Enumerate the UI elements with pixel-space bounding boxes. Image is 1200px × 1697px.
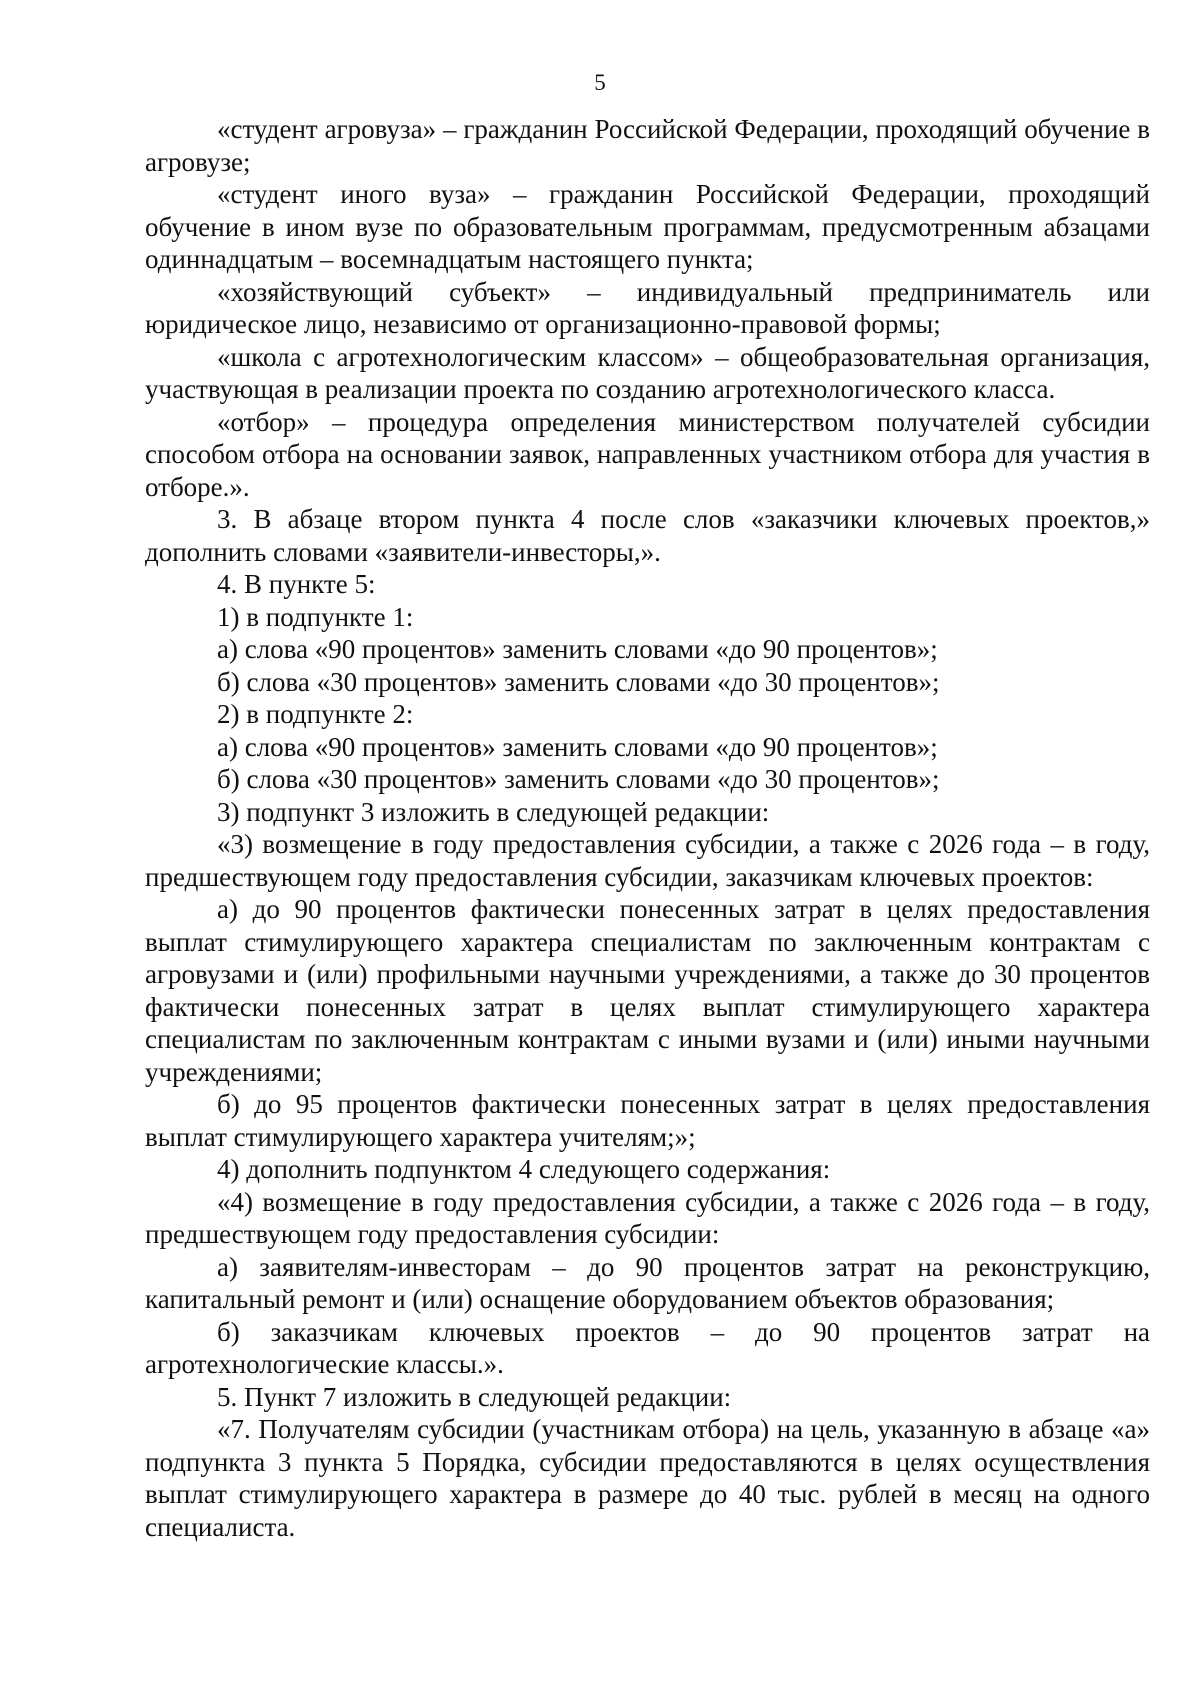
paragraph: «4) возмещение в году предоставления субсидии, а также с 2026 года – в году, предшествующем году предоставления субсидии: [145,1186,1150,1249]
paragraph: а) заявителям-инвесторам – до 90 процентов затрат на реконструкцию, капитальный ремонт и (или) оснащение оборудованием объектов образования; [145,1251,1150,1314]
paragraph: 4. В пункте 5: [217,569,376,599]
paragraph: 5. Пункт 7 изложить в следующей редакции: [217,1381,732,1412]
document-body [145,113,1150,1543]
paragraph: б) до 95 процентов фактически понесенных затрат в целях предоставления выплат стимулирующего характера учителям;»; [145,1089,1150,1152]
paragraph: «3) возмещение в году предоставления субсидии, а также с 2026 года – в году, предшествующем году предоставления субсидии, заказчикам ключевых проектов: [145,829,1150,892]
paragraph: а) слова «90 процентов» заменить словами «до 90 процентов»; [217,634,938,664]
paragraph: а) слова «90 процентов» заменить словами «до 90 процентов»; [217,731,938,762]
paragraph: 3) подпункт 3 изложить в следующей редакции: [217,796,770,827]
paragraph: 3. В абзаце втором пункта 4 после слов «заказчики ключевых проектов,» дополнить словами «заявители-инвесторы,». [145,504,1150,567]
paragraph: «школа с агротехнологическим классом» – общеобразовательная организация, участвующая в реализации проекта по созданию агротехнологического класса. [145,341,1150,404]
paragraph: «студент иного вуза» – гражданин Российской Федерации, проходящий обучение в ином вузе по образовательным программам, предусмотренным абзацами одиннадцатым – восемнадцатым настоящего пункта; [145,179,1150,274]
paragraph: «хозяйствующий субъект» – индивидуальный предприниматель или юридическое лицо, независимо от организационно-правовой формы; [145,276,1150,339]
paragraph: «студент агровуза» – гражданин Российской Федерации, проходящий обучение в агровузе; [145,114,1150,177]
paragraph: а) до 90 процентов фактически понесенных затрат в целях предоставления выплат стимулирующего характера специалистам по заключенным контрактам с агровузами и (или) профильными научными учреждениями, а также до 30 процентов фактически понесенных затрат в целях выплат стимулирующего характера специалистам по заключенным контрактам с иными вузами и (или) иными научными учреждениями; [145,894,1150,1087]
paragraph: б) слова «30 процентов» заменить словами «до 30 процентов»; [217,764,940,794]
paragraph: 2) в подпункте 2: [217,699,414,729]
paragraph: 4) дополнить подпунктом 4 следующего содержания: [217,1154,831,1184]
paragraph: 1) в подпункте 1: [217,601,414,632]
paragraph: б) заказчикам ключевых проектов – до 90 процентов затрат на агротехнологические классы.». [145,1316,1150,1379]
paragraph: «7. Получателям субсидии (участникам отбора) на цель, указанную в абзаце «а» подпункта 3 пункта 5 Порядка, субсидии предоставляются в целях осуществления выплат стимулирующего характера в размере до 40 тыс. рублей в месяц на одного специалиста. [145,1414,1150,1542]
page-number: 5 [594,70,606,95]
paragraph: «отбор» – процедура определения министерством получателей субсидии способом отбора на основании заявок, направленных участником отбора для участия в отборе.». [145,406,1150,502]
paragraph: б) слова «30 процентов» заменить словами «до 30 процентов»; [217,666,940,697]
